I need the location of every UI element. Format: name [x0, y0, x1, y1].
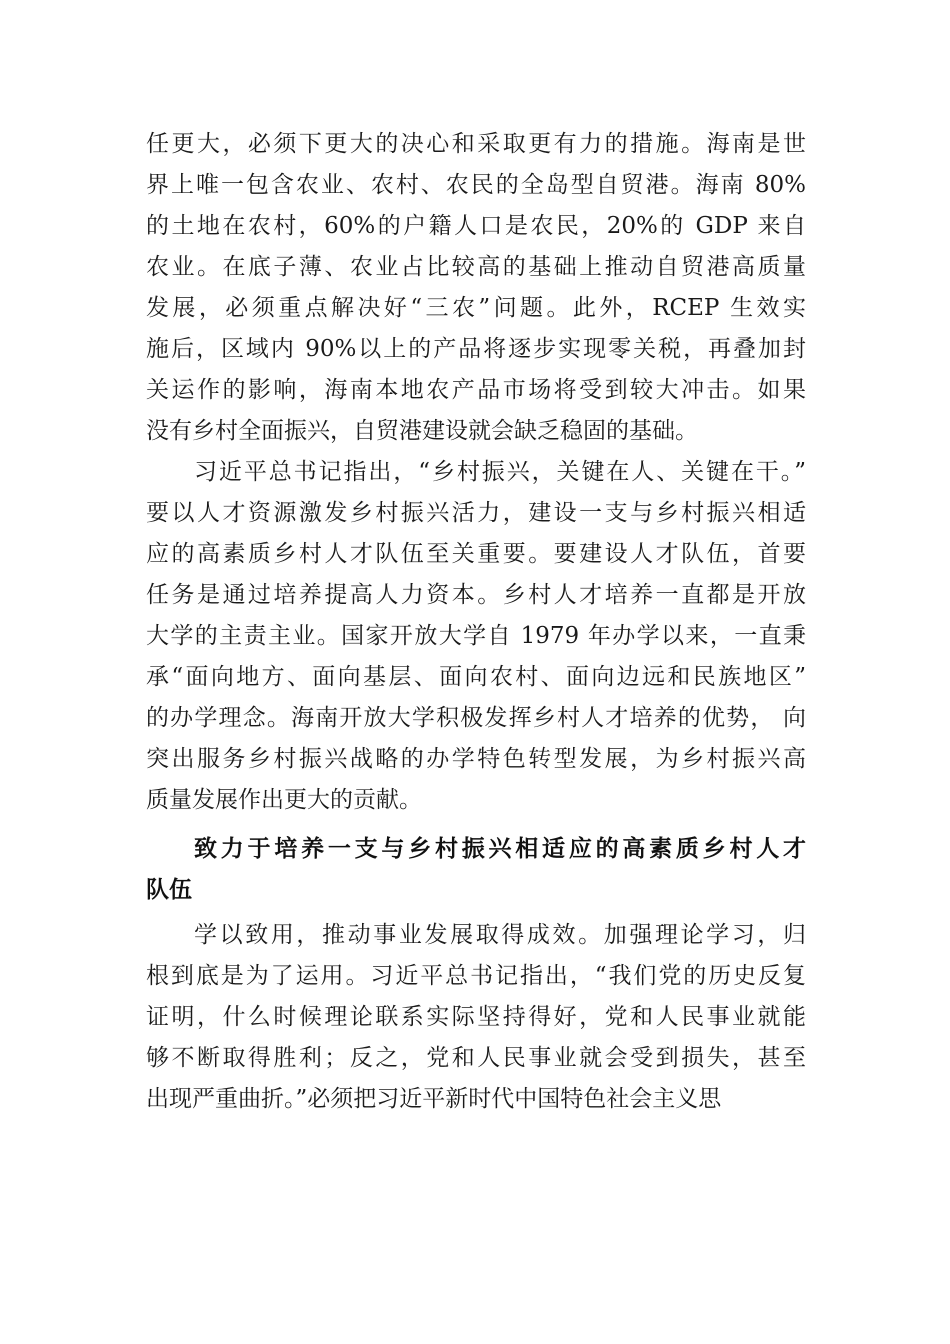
paragraph-2 [146, 452, 806, 821]
paragraph-line: 界上唯一包含农业、农村、农民的全岛型自贸港。海南 80% [146, 172, 806, 198]
paragraph-line: 出现严重曲折。”必须把习近平新时代中国特色社会主义思 [146, 1086, 722, 1112]
paragraph-line: 任务是通过培养提高人力资本。乡村人才培养一直都是开放 [146, 582, 806, 608]
paragraph-1 [146, 124, 806, 452]
paragraph-line: 突出服务乡村振兴战略的办学特色转型发展，为乡村振兴高 [146, 746, 806, 772]
paragraph-line: 应的高素质乡村人才队伍至关重要。要建设人才队伍，首要 [146, 541, 806, 567]
paragraph-line: 承“面向地方、面向基层、面向农村、面向边远和民族地区” [146, 664, 806, 690]
paragraph-line: 要以人才资源激发乡村振兴活力，建设一支与乡村振兴相适 [146, 500, 806, 526]
paragraph-line: 任更大，必须下更大的决心和采取更有力的措施。海南是世 [146, 131, 806, 157]
paragraph-line: 施后，区域内 90%以上的产品将逐步实现零关税，再叠加封 [146, 336, 806, 362]
paragraph-line: 质量发展作出更大的贡献。 [146, 787, 422, 813]
heading-line: 致力于培养一支与乡村振兴相适应的高素质乡村人才 [194, 836, 806, 862]
paragraph-line: 证明，什么时候理论联系实际坚持得好，党和人民事业就能 [146, 1004, 806, 1030]
paragraph-line: 习近平总书记指出，“乡村振兴，关键在人、关键在干。” [194, 459, 806, 485]
document-body [146, 124, 806, 1120]
paragraph-3 [146, 915, 806, 1120]
paragraph-line: 发展，必须重点解决好“三农”问题。此外，RCEP 生效实 [146, 295, 806, 321]
section-heading [146, 829, 806, 911]
paragraph-line: 关运作的影响，海南本地农产品市场将受到较大冲击。如果 [146, 377, 806, 403]
paragraph-line: 根到底是为了运用。习近平总书记指出，“我们党的历史反复 [146, 963, 806, 989]
paragraph-line: 没有乡村全面振兴，自贸港建设就会缺乏稳固的基础。 [146, 418, 698, 444]
paragraph-line: 的办学理念。海南开放大学积极发挥乡村人才培养的优势， 向 [146, 705, 806, 731]
paragraph-line: 大学的主责主业。国家开放大学自 1979 年办学以来，一直秉 [146, 623, 806, 649]
paragraph-line: 学以致用，推动事业发展取得成效。加强理论学习，归 [194, 922, 806, 948]
paragraph-line: 农业。在底子薄、农业占比较高的基础上推动自贸港高质量 [146, 254, 806, 280]
spacer [146, 821, 806, 829]
heading-line: 队伍 [146, 877, 192, 903]
paragraph-line: 的土地在农村，60%的户籍人口是农民，20%的 GDP 来自 [146, 213, 806, 239]
paragraph-line: 够不断取得胜利；反之，党和人民事业就会受到损失，甚至 [146, 1045, 806, 1071]
